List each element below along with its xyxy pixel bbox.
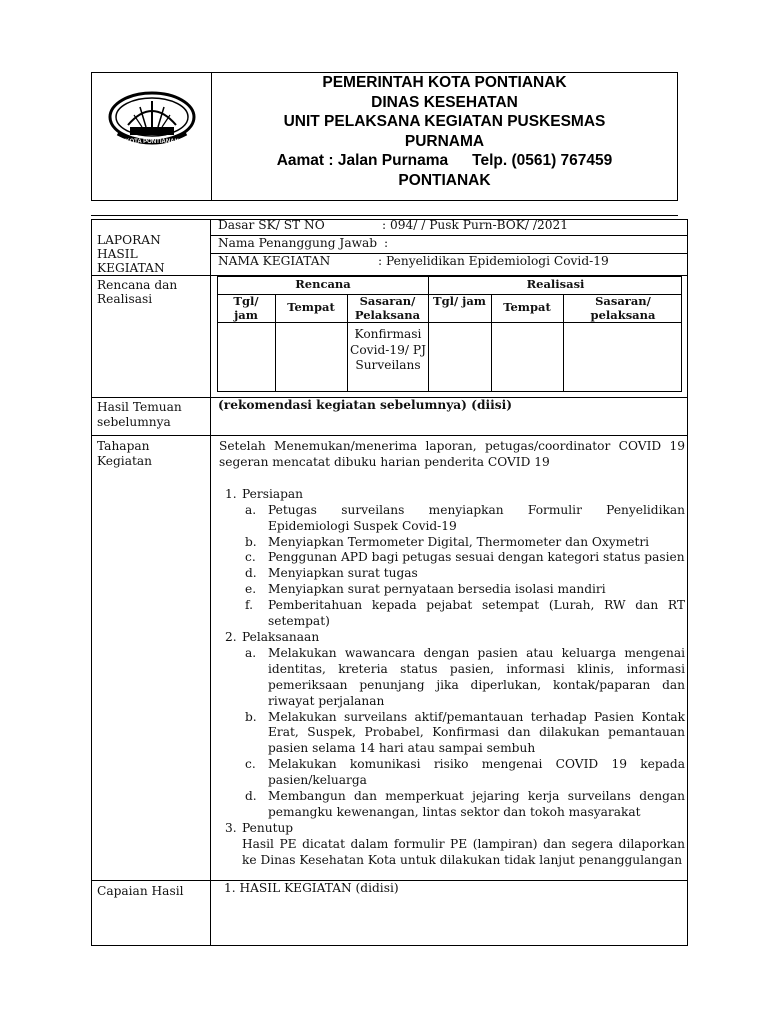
list-item: b. Melakukan surveilans aktif/pemantauan terhadap Pasien Kontak Erat, Suspek, Probabel, Konfirmasi dan dilakukan pemantauan pasien selama 14 hari atau sampai sembuh [245,709,685,756]
tahapan-sections [219,487,685,869]
section-title: Persiapan [242,486,304,501]
section-title: Pelaksanaan [242,629,320,644]
dasar-value: : 094/ / Pusk Purn-BOK/ /2021 [382,218,568,232]
header-phone: Telp. (0561) 767459 [472,152,613,170]
list-item: d. Membangun dan memperkuat jejaring kerja surveilans dengan pemangku kewenangan, lintas sektor dan tokoh masyarakat [245,789,685,819]
realisasi-col-sasaran: Sasaran/ pelaksana [590,294,656,322]
list-item: d. Menyiapkan surat tugas [245,566,418,581]
dasar-label: Dasar SK/ ST NO [218,218,325,232]
rencana-col-tgl: Tgl/ jam [233,294,259,322]
pj-value: : [384,236,389,250]
list-item: c. Melakukan komunikasi risiko mengenai COVID 19 kepada pasien/keluarga [245,757,685,788]
tahapan-intro: Setelah Menemukan/menerima laporan, petugas/coordinator COVID 19 segeran mencatat dibuku harian penderita COVID 19 [219,439,685,469]
report-table [91,219,688,946]
list-item: c. Penggunan APD bagi petugas sesuai dengan kategori status pasien [245,550,685,565]
section-number: 2. [225,629,237,644]
rencana-col-tempat: Tempat [287,300,335,314]
letterhead-text [212,73,677,200]
svg-text:KOTA PONTIANAK: KOTA PONTIANAK [125,139,179,145]
list-item: e. Menyiapkan surat pernyataan bersedia isolasi mandiri [245,582,606,597]
realisasi-header: Realisasi [526,277,585,291]
logo-cell [92,73,212,200]
header-address: Aamat : Jalan Purnama [276,152,449,170]
rr-label: Rencana dan Realisasi [97,278,178,306]
hasil-temuan-label: Hasil Temuan sebelumnya [97,400,182,429]
section-number: 3. [225,820,237,835]
section-penutup [225,821,685,869]
rencana-col-sasaran: Sasaran/ Pelaksana [354,294,421,322]
realisasi-col-tgl: Tgl/ jam [433,294,486,308]
list-item: f. Pemberitahuan kepada pejabat setempat (Lurah, RW dan RT setempat) [245,598,685,629]
list-item: a. Petugas surveilans menyiapkan Formulir Penyelidikan Epidemiologi Suspek Covid-19 [245,502,685,533]
header-line-1: PEMERINTAH KOTA PONTIANAK [322,74,567,91]
rencana-realisasi-table [217,276,682,392]
section-number: 1. [225,486,237,501]
inner-row-divider [218,322,681,323]
letterhead [91,72,678,201]
section-title: Penutup [242,820,294,835]
section-pelaksanaan [225,630,685,821]
row-divider [92,435,687,436]
realisasi-col-tempat: Tempat [503,300,551,314]
tahapan-label: Tahapan Kegiatan [97,439,152,468]
inner-col-divider [428,277,429,391]
kegiatan-value: : Penyelidikan Epidemiologi Covid-19 [378,254,609,268]
header-address-line [212,151,677,171]
header-city: PONTIANAK [398,171,491,189]
city-seal-icon [106,87,198,149]
rencana-sasaran-value: Konfirmasi Covid-19/ PJ Surveilans [350,327,426,372]
list-item: b. Menyiapkan Termometer Digital, Thermometer dan Oxymetri [245,534,650,549]
column-divider [210,220,211,945]
list-item: a. Melakukan wawancara dengan pasien atau keluarga mengenai identitas, kreteria status pasien, informasi klinis, informasi pemeriksaan penunjang jika diperlukan, kontak/paparan dan riwayat perjalanan [245,645,685,708]
header-line-4: PURNAMA [404,132,485,150]
header-line-2: DINAS KESEHATAN [371,93,518,111]
rencana-header: Rencana [295,277,351,291]
separator-line [91,215,678,216]
capaian-label: Capaian Hasil [97,884,184,898]
pj-label: Nama Penanggung Jawab [218,236,378,250]
section-text: Hasil PE dicatat dalam formulir PE (lampiran) dan segera dilaporkan ke Dinas Kesehatan Kota untuk dilakukan tidak lanjut penanggulangan [242,836,685,867]
section-persiapan [225,487,685,630]
capaian-value: 1. HASIL KEGIATAN (didisi) [224,881,399,895]
tahapan-content [219,439,685,869]
kegiatan-label: NAMA KEGIATAN [218,254,331,268]
hasil-temuan-value: (rekomendasi kegiatan sebelumnya) (diisi) [218,398,512,412]
header-line-3: UNIT PELAKSANA KEGIATAN PUSKESMAS [283,113,606,131]
report-title: LAPORAN HASIL KEGIATAN [97,233,165,275]
